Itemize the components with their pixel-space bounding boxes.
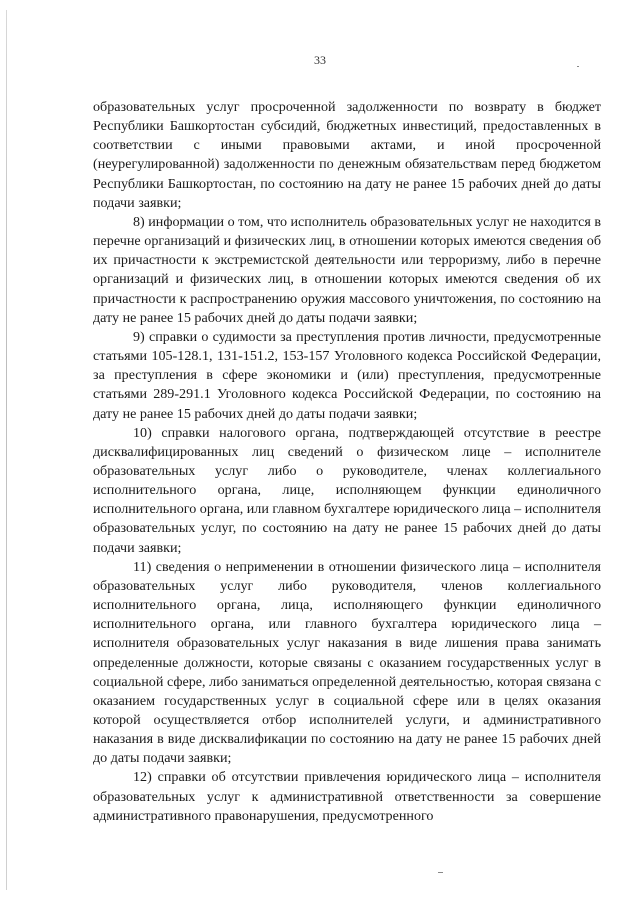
scan-speck xyxy=(577,66,579,67)
paragraph-item-12: 12) справки об отсутствии привлечения юридического лица – исполнителя образовательных услуг к административной ответственности за совершение административного правонарушения, предусмотренного xyxy=(93,769,601,824)
paragraph-continuation: образовательных услуг просроченной задолженности по возврату в бюджет Республики Башкортостан субсидий, бюджетных инвестиций, предоставленных в соответствии с иными правовыми актами, и иной просроченной (неурегулированной) задолженности по денежным обязательствам перед бюджетом Республики Башкортостан, по состоянию на дату не ранее 15 рабочих дней до даты подачи заявки; xyxy=(93,99,601,211)
paragraph-item-9: 9) справки о судимости за преступления против личности, предусмотренные статьями 105-128.1, 131-151.2, 153-157 Уголовного кодекса Российской Федерации, за преступления в сфере экономики и (или) преступления, предусмотренные статьями 289-291.1 Уголовного кодекса Российской Федерации, по состоянию на дату не ранее 15 рабочих дней до даты подачи заявки; xyxy=(93,328,601,422)
scan-edge-line xyxy=(6,10,7,890)
page-number: 33 xyxy=(314,53,326,67)
scan-speck xyxy=(438,872,443,873)
paragraph-item-8: 8) информации о том, что исполнитель образовательных услуг не находится в перечне организаций и физических лиц, в отношении которых имеются сведения об их причастности к экстремистской деятельности или терроризму, либо в перечне организаций и физических лиц, в отношении которых имеются сведения об их причастности к распространению оружия массового уничтожения, по состоянию на дату не ранее 15 рабочих дней до даты подачи заявки; xyxy=(93,213,602,326)
paragraph-item-10: 10) справки налогового органа, подтверждающей отсутствие в реестре дисквалифицированных лиц сведений о физическом лице – исполнителе образовательных услуг либо о руководителе, членах коллегиального исполнительного органа, лице, исполняющем функции единоличного исполнительного органа, или главном бухгалтере юридического лица – исполнителя образовательных услуг, по состоянию на дату не ранее 15 рабочих дней до даты подачи заявки; xyxy=(93,424,602,556)
document-body xyxy=(93,98,601,826)
paragraph-item-11: 11) сведения о неприменении в отношении физического лица – исполнителя образовательных услуг либо руководителя, членов коллегиального исполнительного органа, лица, исполняющего функции единоличного исполнительного органа, или главного бухгалтера юридического лица – исполнителя образовательных услуг наказания в виде лишения права занимать определенные должности, которые связаны с оказанием государственных услуг в социальной сфере, либо заниматься определенной деятельностью, которая связана с оказанием государственных услуг в социальной сфере или в целях оказания которой осуществляется отбор исполнителей услуги, и административного наказания в виде дисквалификации по состоянию на дату не ранее 15 рабочих дней до даты подачи заявки; xyxy=(93,558,601,767)
